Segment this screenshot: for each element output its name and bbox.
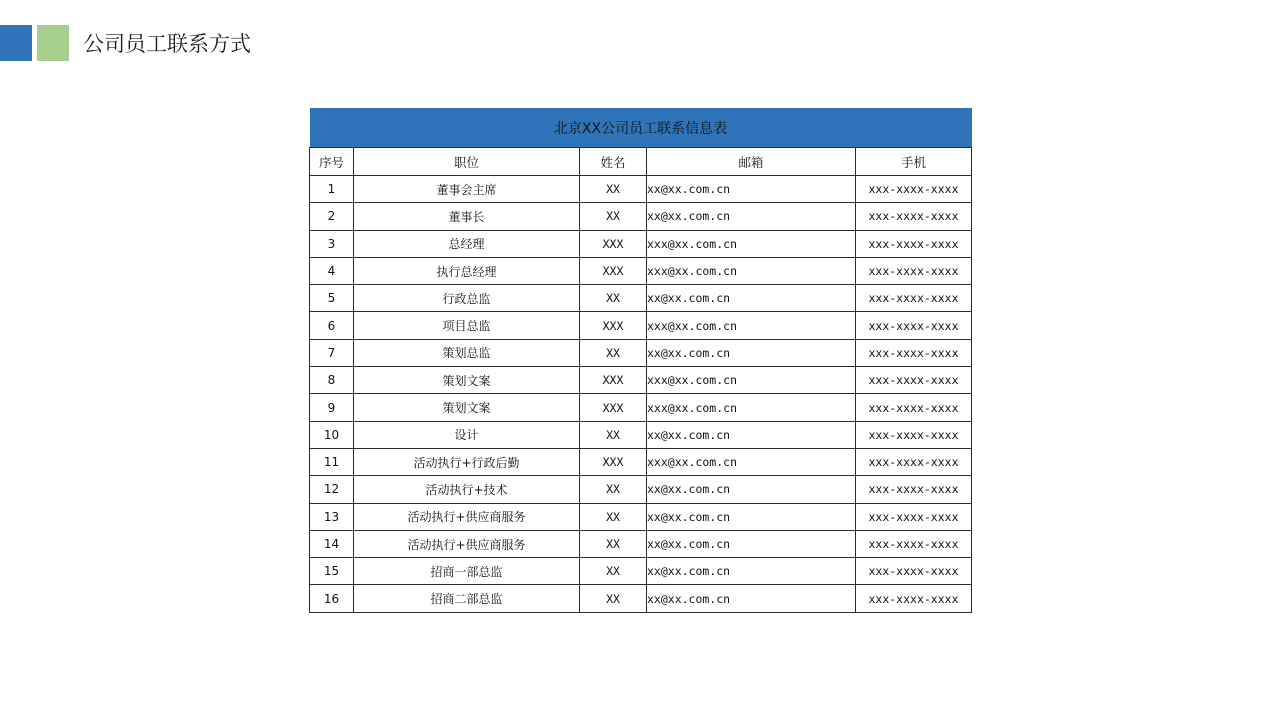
cell-position: 设计 (354, 421, 580, 448)
cell-email: xxx@xx.com.cn (647, 312, 856, 339)
cell-position: 活动执行+供应商服务 (354, 503, 580, 530)
cell-phone: xxx-xxxx-xxxx (856, 339, 972, 366)
table-row (310, 558, 972, 585)
table-row (310, 230, 972, 257)
cell-index: 15 (310, 558, 354, 585)
cell-name: XXX (580, 230, 647, 257)
cell-email: xx@xx.com.cn (647, 339, 856, 366)
cell-name: XXX (580, 367, 647, 394)
cell-name: XXX (580, 394, 647, 421)
cell-phone: xxx-xxxx-xxxx (856, 585, 972, 612)
cell-phone: xxx-xxxx-xxxx (856, 448, 972, 475)
cell-phone: xxx-xxxx-xxxx (856, 176, 972, 203)
cell-email: xx@xx.com.cn (647, 285, 856, 312)
table-row (310, 176, 972, 203)
cell-index: 14 (310, 530, 354, 557)
table-row (310, 530, 972, 557)
contact-table (309, 108, 972, 613)
cell-phone: xxx-xxxx-xxxx (856, 257, 972, 284)
cell-name: XXX (580, 312, 647, 339)
cell-email: xx@xx.com.cn (647, 585, 856, 612)
cell-position: 活动执行+行政后勤 (354, 448, 580, 475)
cell-email: xxx@xx.com.cn (647, 367, 856, 394)
table-row (310, 257, 972, 284)
cell-name: XX (580, 503, 647, 530)
page-title: 公司员工联系方式 (83, 32, 251, 56)
cell-email: xx@xx.com.cn (647, 203, 856, 230)
column-header-position: 职位 (354, 148, 580, 176)
cell-position: 项目总监 (354, 312, 580, 339)
cell-phone: xxx-xxxx-xxxx (856, 312, 972, 339)
cell-phone: xxx-xxxx-xxxx (856, 503, 972, 530)
cell-name: XX (580, 176, 647, 203)
cell-name: XX (580, 421, 647, 448)
contact-table-wrapper (309, 108, 972, 613)
cell-phone: xxx-xxxx-xxxx (856, 230, 972, 257)
cell-email: xx@xx.com.cn (647, 476, 856, 503)
accent-square-blue (0, 25, 32, 61)
table-caption (310, 108, 972, 148)
cell-index: 12 (310, 476, 354, 503)
cell-position: 执行总经理 (354, 257, 580, 284)
cell-index: 16 (310, 585, 354, 612)
table-row (310, 448, 972, 475)
table-caption-text: 北京XX公司员工联系信息表 (553, 120, 728, 137)
cell-email: xxx@xx.com.cn (647, 394, 856, 421)
cell-email: xx@xx.com.cn (647, 421, 856, 448)
cell-name: XX (580, 203, 647, 230)
table-row (310, 339, 972, 366)
table-row (310, 367, 972, 394)
cell-index: 2 (310, 203, 354, 230)
cell-phone: xxx-xxxx-xxxx (856, 421, 972, 448)
cell-index: 11 (310, 448, 354, 475)
column-header-name: 姓名 (580, 148, 647, 176)
cell-index: 9 (310, 394, 354, 421)
cell-index: 6 (310, 312, 354, 339)
table-row (310, 203, 972, 230)
cell-name: XXX (580, 257, 647, 284)
cell-email: xxx@xx.com.cn (647, 257, 856, 284)
cell-email: xx@xx.com.cn (647, 176, 856, 203)
cell-phone: xxx-xxxx-xxxx (856, 476, 972, 503)
cell-email: xx@xx.com.cn (647, 558, 856, 585)
cell-position: 招商一部总监 (354, 558, 580, 585)
cell-position: 活动执行+供应商服务 (354, 530, 580, 557)
table-row (310, 421, 972, 448)
accent-square-green (37, 25, 69, 61)
column-header-index: 序号 (310, 148, 354, 176)
cell-index: 1 (310, 176, 354, 203)
cell-name: XX (580, 530, 647, 557)
cell-index: 7 (310, 339, 354, 366)
cell-index: 10 (310, 421, 354, 448)
table-row (310, 285, 972, 312)
cell-position: 董事长 (354, 203, 580, 230)
cell-position: 行政总监 (354, 285, 580, 312)
column-header-phone: 手机 (856, 148, 972, 176)
column-header-email: 邮箱 (647, 148, 856, 176)
cell-name: XX (580, 558, 647, 585)
cell-index: 8 (310, 367, 354, 394)
table-row (310, 312, 972, 339)
cell-name: XXX (580, 448, 647, 475)
table-row (310, 476, 972, 503)
cell-position: 策划文案 (354, 367, 580, 394)
cell-name: XX (580, 339, 647, 366)
cell-position: 活动执行+技术 (354, 476, 580, 503)
cell-position: 策划文案 (354, 394, 580, 421)
cell-index: 3 (310, 230, 354, 257)
cell-phone: xxx-xxxx-xxxx (856, 530, 972, 557)
cell-position: 董事会主席 (354, 176, 580, 203)
cell-email: xxx@xx.com.cn (647, 448, 856, 475)
cell-phone: xxx-xxxx-xxxx (856, 558, 972, 585)
cell-index: 4 (310, 257, 354, 284)
table-row (310, 394, 972, 421)
cell-email: xxx@xx.com.cn (647, 230, 856, 257)
cell-name: XX (580, 585, 647, 612)
cell-position: 策划总监 (354, 339, 580, 366)
cell-email: xx@xx.com.cn (647, 530, 856, 557)
cell-name: XX (580, 476, 647, 503)
table-row (310, 503, 972, 530)
cell-phone: xxx-xxxx-xxxx (856, 203, 972, 230)
cell-phone: xxx-xxxx-xxxx (856, 394, 972, 421)
table-row (310, 585, 972, 612)
cell-position: 总经理 (354, 230, 580, 257)
cell-index: 13 (310, 503, 354, 530)
cell-name: XX (580, 285, 647, 312)
cell-phone: xxx-xxxx-xxxx (856, 285, 972, 312)
cell-position: 招商二部总监 (354, 585, 580, 612)
cell-email: xx@xx.com.cn (647, 503, 856, 530)
cell-index: 5 (310, 285, 354, 312)
table-header-row (310, 148, 972, 176)
cell-phone: xxx-xxxx-xxxx (856, 367, 972, 394)
